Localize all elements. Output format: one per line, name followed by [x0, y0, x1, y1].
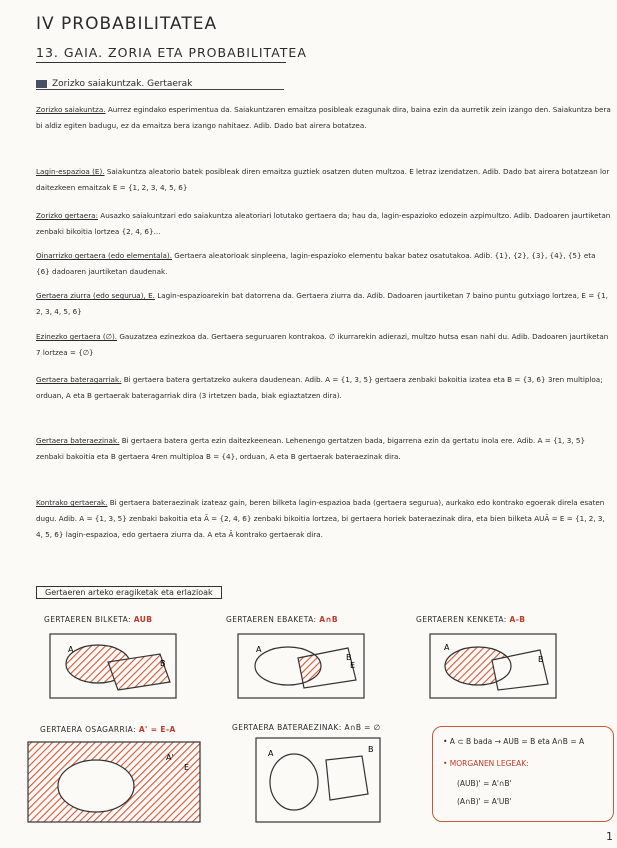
- diagram-label-difference: GERTAEREN KENKETA: A-B: [416, 615, 526, 624]
- definition-term: Zorizko gertaera:: [36, 211, 98, 220]
- definition-block: [36, 208, 611, 240]
- definition-term: Ezinezko gertaera (∅).: [36, 332, 118, 341]
- set-a-label: A: [444, 643, 450, 652]
- definition-term: Gertaera ziurra (edo segurua), E.: [36, 291, 155, 300]
- set-e-label: E: [350, 661, 356, 670]
- diagram-label-exclusive: GERTAERA BATERAEZINAK: A∩B = ∅: [232, 723, 381, 732]
- definition-term: Gertaera bateragarriak.: [36, 375, 122, 384]
- operations-title: Gertaeren arteko eragiketak eta erlazioak: [36, 586, 222, 599]
- definition-text: Gauzatzea ezinezkoa da. Gertaera seguruaren kontrakoa. ∅ ikurrarekin adierazi, multzo hutsa esan nahi du. Adib. Dadoaren jaurtiketan 7 lortzea = {∅}: [36, 332, 609, 357]
- square-bullet-icon: [36, 80, 47, 88]
- chapter-title: IV PROBABILITATEA: [36, 14, 218, 34]
- page-number: 1: [606, 830, 613, 843]
- set-a-label: A: [256, 645, 262, 654]
- definition-term: Kontrako gertaerak.: [36, 498, 108, 507]
- definition-text: Aurrez egindako esperimentua da. Saiakuntzaren emaitza posibleak ezagunak dira, baina ezin da aurretik zein izango den. Saiakuntza bera bi aldiz egiten badugu, ez da emaitza bera izango nahitaez. Adib. Dado bat airera botatzea.: [36, 105, 611, 130]
- definition-text: Bi gertaera batera gerta ezin daitezkeenean. Lehenengo gertatzen bada, bigarrena ezin da gertatu inola ere. Adib. A = {1, 3, 5} zenbaki bakoitia eta B gertaera 4ren multiploa B = {4}, orduan, A eta B gertaerak bateraezinak dira.: [36, 436, 586, 461]
- set-a-prime-label: A': [166, 753, 174, 762]
- difference-venn-diagram: [428, 632, 558, 700]
- definition-block: [36, 372, 611, 404]
- definition-text: Lagin-espazioarekin bat datorrena da. Gertaera ziurra da. Adib. Dadoaren jaurtiketan 7 baino puntu gutxiago lortzea, E = {1, 2, 3, 4, 5, 6}: [36, 291, 608, 316]
- set-b-label: B: [538, 655, 544, 664]
- definition-block: [36, 102, 611, 134]
- complement-venn-diagram: [26, 740, 202, 824]
- diagram-label-union: GERTAEREN BILKETA: AUB: [44, 615, 153, 624]
- notes-box: [432, 726, 614, 822]
- definition-block: [36, 433, 611, 465]
- union-venn-diagram: [48, 632, 178, 700]
- definition-term: Oinarrizko gertaera (edo elementala).: [36, 251, 172, 260]
- definition-block: [36, 495, 611, 543]
- set-a-label: A: [268, 749, 274, 758]
- morgan-law-1: (AUB)' = A'∩B': [457, 779, 512, 788]
- exclusive-venn-diagram: [254, 736, 382, 824]
- morgan-laws-title: • MORGANEN LEGEAK:: [443, 759, 529, 768]
- definition-text: Gertaera aleatorioak sinpleena, lagin-espazioko elementu bakar batez osatutakoa. Adib. {1}, {2}, {3}, {4}, {5} eta {6} dadoaren jaurtiketan daudenak.: [36, 251, 596, 276]
- definition-text: Bi gertaera batera gertatzeko aukera daudenean. Adib. A = {1, 3, 5} gertaera zenbaki bakoitia izatea eta B = {3, 6} 3ren multiploa; orduan, A eta B gertaerak bateragarriak dira (3 irtetzen bada, biak egiaztatzen dira).: [36, 375, 603, 400]
- morgan-law-2: (A∩B)' = A'UB': [457, 797, 512, 806]
- set-b-label: B: [160, 659, 166, 668]
- set-e-label: E: [184, 763, 190, 772]
- definition-term: Gertaera bateraezinak.: [36, 436, 120, 445]
- definition-text: Bi gertaera bateraezinak izateaz gain, beren bilketa lagin-espazioa bada (gertaera segurua), aurkako edo kontrako egoerak direla esaten dugu. Adib. A = {1, 3, 5} zenbaki bakoitia eta Ā = {2, 4, 6} zenbaki bikoitia lortzea, bi gertaera horiek bateraezinak dira, eta bien bilketa AUĀ = E = {1, 2, 3, 4, 5, 6} lagin-espazioa, edo gertaera ziurra da. A eta Ā kontrako gertaerak dira.: [36, 498, 605, 539]
- set-b-label: B: [368, 745, 374, 754]
- definition-block: [36, 288, 611, 320]
- definition-block: [36, 329, 611, 361]
- section-title: Zorizko saiakuntzak. Gertaerak: [52, 79, 193, 89]
- definition-text: Saiakuntza aleatorio batek posibleak diren emaitza guztiek osatzen duten multzoa. E letraz izendatzen. Adib. Dado bat airera botatzean lor daitezkeen emaitzak E = {1, 2, 3, 4, 5, 6}: [36, 167, 610, 192]
- definition-term: Zorizko saiakuntza.: [36, 105, 106, 114]
- definition-text: Ausazko saiakuntzari edo saiakuntza aleatoriari lotutako gertaera da; hau da, lagin-espazioko edozein azpimultzo. Adib. Dadoaren jaurtiketan zenbaki bikoitia lortzea {2, 4, 6}...: [36, 211, 611, 236]
- lesson-title: 13. GAIA. ZORIA ETA PROBABILITATEA: [36, 45, 286, 63]
- set-b-label: B: [346, 653, 352, 662]
- set-a-label: A: [68, 645, 74, 654]
- diagram-label-intersection: GERTAEREN EBAKETA: A∩B: [226, 615, 339, 624]
- definition-block: [36, 164, 611, 196]
- definition-block: [36, 248, 611, 280]
- definition-term: Lagin-espazioa (E).: [36, 167, 105, 176]
- diagram-label-complement: GERTAERA OSAGARRIA: A' = E-A: [40, 725, 176, 734]
- intersection-venn-diagram: [236, 632, 366, 700]
- section-heading: [36, 79, 284, 90]
- subset-rule: • A ⊂ B bada → AUB = B eta A∩B = A: [443, 737, 585, 746]
